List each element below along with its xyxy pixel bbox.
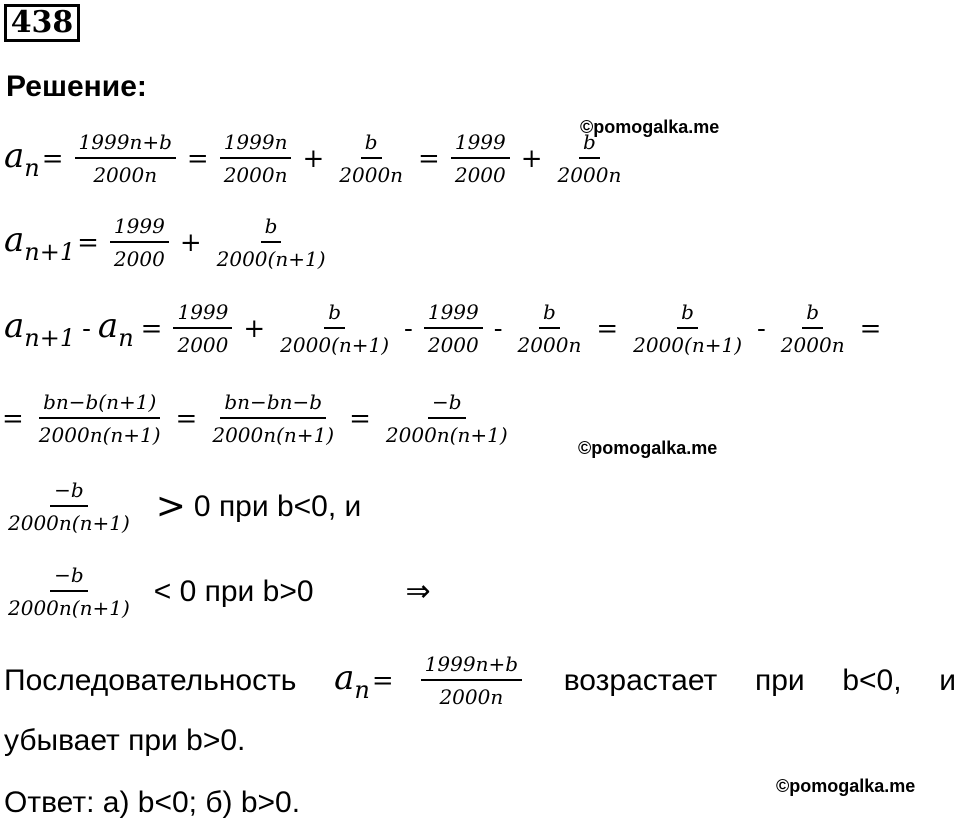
equals-sign: =	[186, 143, 209, 174]
conclusion-word: при	[754, 663, 805, 697]
equation-line-4	[2, 390, 516, 447]
fraction: $\frac{1999}{2000}$	[447, 130, 514, 187]
fraction: $\frac{b}{2000n}$	[780, 300, 845, 357]
term-a-n: $a_n$	[97, 305, 134, 352]
plus-sign: +	[520, 143, 543, 174]
greater-than-sign: >	[155, 486, 186, 527]
conclusion-word: Последовательность	[4, 663, 297, 697]
watermark: ©pomogalka.me	[776, 776, 916, 796]
fraction: $\frac{-b}{2000n(n+1)}$	[385, 390, 508, 447]
watermark: ©pomogalka.me	[580, 117, 720, 137]
minus-sign: -	[404, 313, 413, 344]
equals-sign: =	[371, 665, 394, 696]
fraction: $\frac{1999n}{2000n}$	[216, 130, 296, 187]
fraction: $\frac{1999n+b}{2000n}$	[71, 130, 180, 187]
equation-line-1	[4, 130, 629, 187]
equals-sign: =	[596, 313, 619, 344]
equals-sign: =	[2, 403, 24, 434]
fraction: $\frac{1999}{2000}$	[106, 214, 173, 271]
inequality-line-1	[0, 478, 361, 535]
equals-sign: =	[175, 403, 198, 434]
fraction: $\frac{bn-bn-b}{2000n(n+1)}$	[212, 390, 335, 447]
equals-sign: =	[859, 313, 882, 344]
term-a-n: $a_n$	[334, 657, 370, 704]
fraction: $\frac{1999n+b}{2000n}$	[401, 652, 526, 709]
equals-sign: =	[41, 143, 64, 174]
inequality-text: 0 при b<0, и	[193, 489, 362, 523]
watermark: ©pomogalka.me	[578, 438, 718, 458]
equals-sign: =	[77, 227, 99, 258]
conclusion-line-1	[4, 652, 956, 709]
conclusion-line-2: убывает при b>0.	[4, 724, 246, 757]
conclusion-word: b<0,	[842, 663, 902, 697]
task-number: 438	[4, 4, 80, 42]
fraction: $\frac{b}{2000n}$	[339, 130, 404, 187]
conclusion-word: и	[939, 663, 956, 697]
equals-sign: =	[140, 313, 163, 344]
minus-sign: -	[757, 313, 766, 344]
fraction: $\frac{1999}{2000}$	[169, 300, 236, 357]
term-a-n: $a_n$	[4, 135, 40, 182]
conclusion-word: возрастает	[563, 663, 718, 697]
fraction: $\frac{-b}{2000n(n+1)}$	[8, 478, 130, 535]
inequality-line-2	[0, 563, 431, 620]
inequality-text: < 0 при b>0	[153, 574, 314, 608]
fraction: $\frac{bn-b(n+1)}{2000n(n+1)}$	[38, 390, 161, 447]
fraction: $\frac{b}{2000n}$	[557, 130, 622, 187]
term-a-n-plus-1: $a_{n+1}$	[4, 305, 76, 352]
fraction: $\frac{1999}{2000}$	[420, 300, 487, 357]
equation-line-3	[4, 300, 888, 357]
conclusion-formula	[334, 652, 526, 709]
fraction: $\frac{b}{2000(n+1)}$	[216, 214, 326, 271]
solution-heading: Решение:	[6, 70, 147, 103]
fraction: $\frac{b}{2000n}$	[517, 300, 582, 357]
fraction: $\frac{b}{2000(n+1)}$	[280, 300, 390, 357]
implies-arrow: ⇒	[405, 575, 431, 608]
answer-line: Ответ: а) b<0; б) b>0.	[4, 786, 301, 819]
minus-sign: -	[493, 313, 503, 344]
fraction: $\frac{b}{2000(n+1)}$	[633, 300, 742, 357]
minus-sign: -	[82, 313, 91, 344]
plus-sign: +	[179, 227, 202, 258]
equals-sign: =	[418, 143, 440, 174]
fraction: $\frac{-b}{2000n(n+1)}$	[8, 563, 130, 620]
plus-sign: +	[302, 143, 325, 174]
equals-sign: =	[349, 403, 371, 434]
equation-line-2	[4, 214, 334, 271]
term-a-n-plus-1: $a_{n+1}$	[4, 219, 76, 266]
plus-sign: +	[243, 313, 266, 344]
